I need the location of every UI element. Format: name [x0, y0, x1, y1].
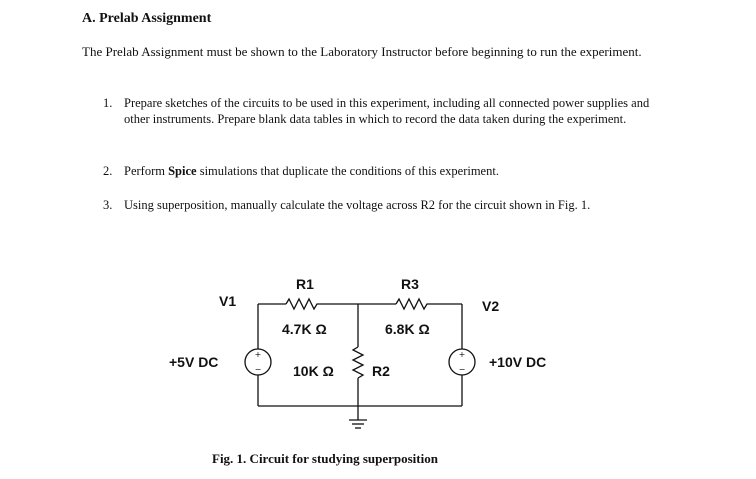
figure-caption: Fig. 1. Circuit for studying superposition [212, 451, 438, 466]
list-item-number: 1. [103, 96, 113, 110]
r2-label: R2 [372, 363, 390, 379]
r1-value: 4.7K Ω [282, 321, 327, 337]
r3-value: 6.8K Ω [385, 321, 430, 337]
list-item-text-part: simulations that duplicate the conditions of this experiment. [196, 164, 499, 178]
plus-sign: + [458, 350, 466, 359]
v2-label: V2 [482, 298, 500, 314]
v1-label: V1 [219, 293, 237, 309]
section-heading: A. Prelab Assignment [82, 11, 212, 26]
resistor-r1 [286, 299, 320, 309]
r3-label: R3 [401, 276, 419, 292]
minus-sign: − [458, 365, 466, 374]
spice-term: Spice [168, 164, 197, 178]
list-item-text: Prepare sketches of the circuits to be used in this experiment, including all connected power supplies and other instruments. Prepare blank data tables in which to record the data taken during the experiment. [124, 96, 650, 126]
v1-value: +5V DC [169, 354, 219, 370]
list-item-number: 2. [103, 164, 113, 178]
list-item-text: Using superposition, manually calculate the voltage across R2 for the circuit shown in Fig. 1. [124, 198, 591, 212]
list-item-number: 3. [103, 198, 113, 212]
list-item-text-part: Perform [124, 164, 169, 178]
v2-value: +10V DC [489, 354, 547, 370]
r2-value: 10K Ω [293, 363, 334, 379]
plus-sign: + [254, 350, 262, 359]
intro-paragraph: The Prelab Assignment must be shown to the Laboratory Instructor before beginning to run the experiment. [82, 44, 642, 59]
minus-sign: − [254, 365, 262, 374]
resistor-r2 [353, 347, 363, 378]
r1-label: R1 [296, 276, 314, 292]
resistor-r3 [396, 299, 430, 309]
